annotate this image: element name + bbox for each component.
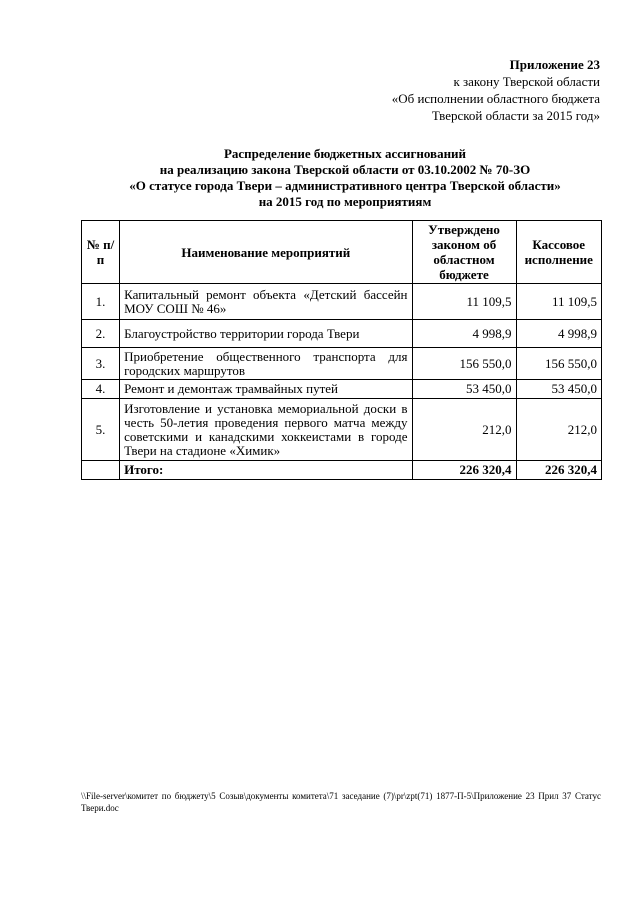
table-row: [82, 399, 602, 461]
table-row: [82, 380, 602, 399]
appendix-line: к закону Тверской области: [453, 74, 600, 89]
row-number: 5.: [82, 399, 120, 461]
appendix-block: [392, 56, 600, 124]
header-name: Наименование мероприятий: [120, 221, 412, 284]
file-path-footer: \\File-server\комитет по бюджету\5 Созыв\документы комитета\71 заседание (7)\pr\zpt(71) 1877-П-5\Приложение 23 Прил 37 Статус Твери.doc: [81, 791, 601, 813]
row-approved: 11 109,5: [412, 284, 516, 320]
header-executed: Кассовое исполнение: [516, 221, 601, 284]
total-label: Итого:: [120, 461, 412, 480]
title-line: «О статусе города Твери – административного центра Тверской области»: [129, 178, 561, 193]
table-row: [82, 348, 602, 380]
header-approved: Утверждено законом об областном бюджете: [412, 221, 516, 284]
row-name: Изготовление и установка мемориальной доски в честь 50-летия проведения первого матча между советскими и канадскими хоккеистами в городе Твери на стадионе «Химик»: [120, 399, 412, 461]
title-line: на 2015 год по мероприятиям: [258, 194, 432, 209]
row-executed: 53 450,0: [516, 380, 601, 399]
row-name: Ремонт и демонтаж трамвайных путей: [120, 380, 412, 399]
title-line: на реализацию закона Тверской области от 03.10.2002 № 70-ЗО: [159, 162, 531, 177]
total-row: [82, 461, 602, 480]
row-name: Капитальный ремонт объекта «Детский бассейн МОУ СОШ № 46»: [120, 284, 412, 320]
row-executed: 4 998,9: [516, 320, 601, 348]
row-approved: 4 998,9: [412, 320, 516, 348]
row-name: Благоустройство территории города Твери: [120, 320, 412, 348]
row-number: 1.: [82, 284, 120, 320]
appendix-title: Приложение 23: [509, 57, 600, 72]
row-executed: 212,0: [516, 399, 601, 461]
row-approved: 53 450,0: [412, 380, 516, 399]
row-executed: 156 550,0: [516, 348, 601, 380]
table-row: [82, 284, 602, 320]
title-line: Распределение бюджетных ассигнований: [223, 146, 467, 161]
appendix-line: Тверской области за 2015 год»: [431, 108, 600, 123]
table-row: [82, 320, 602, 348]
budget-table: [81, 220, 602, 480]
total-executed: 226 320,4: [516, 461, 601, 480]
document-title: [60, 146, 630, 210]
row-number: 2.: [82, 320, 120, 348]
row-name: Приобретение общественного транспорта для городских маршрутов: [120, 348, 412, 380]
appendix-line: «Об исполнении областного бюджета: [391, 91, 600, 106]
total-approved: 226 320,4: [412, 461, 516, 480]
row-number: 3.: [82, 348, 120, 380]
row-executed: 11 109,5: [516, 284, 601, 320]
row-approved: 212,0: [412, 399, 516, 461]
row-approved: 156 550,0: [412, 348, 516, 380]
header-number: № п/п: [82, 221, 120, 284]
total-empty-cell: [82, 461, 120, 480]
row-number: 4.: [82, 380, 120, 399]
table-header-row: [82, 221, 602, 284]
